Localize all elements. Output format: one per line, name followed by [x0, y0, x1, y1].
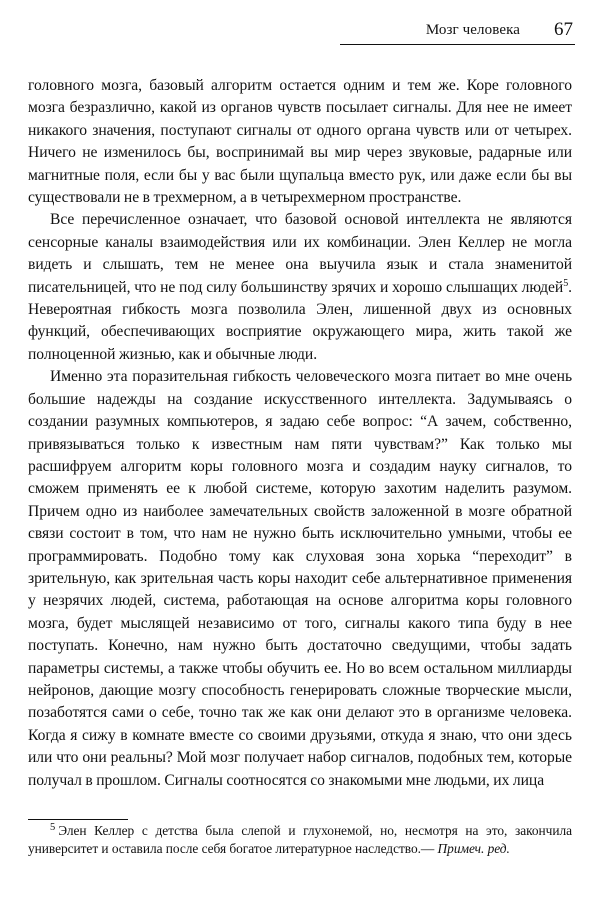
- running-header: [340, 20, 575, 45]
- paragraph-2-part-1: Все перечисленное означает, что базовой основой интеллекта не являются сенсорные каналы взаимодействия или их комбинации. Элен Келлер не могла видеть и слышать, тем не менее она выучила язык и стала знаменитой писательницей, что не под силу большинству зрячих и хорошо слышащих людей: [28, 211, 572, 296]
- paragraph-1: головного мозга, базовый алгоритм остается одним и тем же. Коре головного мозга безразлично, какой из органов чувств посылает сигналы. Для нее не имеет никакого значения, поступают сигналы от одного органа чувств или от четырех. Ничего не изменилось бы, воспринимай вы мир через звуковые, радарные или магнитные поля, если бы у вас были щупальца вместо рук, или даже если бы вы существовали не в трехмерном, а в четырехмерном пространстве.: [28, 77, 572, 207]
- footnote-divider: [28, 819, 128, 820]
- running-title: Мозг человека: [425, 22, 520, 38]
- footnote-text: Элен Келлер с детства была слепой и глухонемой, но, несмотря на это, закончила университет и оставила после себя богатое литературное наследство.: [28, 823, 572, 857]
- footnote-number: 5: [50, 821, 56, 833]
- paragraph-3: Именно эта поразительная гибкость человеческого мозга питает во мне очень большие надежды на создание искусственного интеллекта. Задумываясь о создании разумных компьютеров, я задаю себе вопрос: “А зачем, собственно, привязываться только к известным нам пяти чувствам?” Как только мы расшифруем алгоритм коры головного мозга и создадим науку сигналов, то сможем применять ее к любой системе, которую захотим наделить разумом. Причем одно из наиболее замечательных свойств заложенной в мозге обратной связи состоит в том, что нам не нужно быть исключительно умными, чтобы ее программировать. Подобно тому как слуховая зона хорька “переходит” в зрительную, как зрительная часть коры находит себе альтернативное применения у незрячих людей, система, работающая на основе алгоритма коры головного мозга, будет мыслящей независимо от того, сигналы какого типа буду в нее поступать. Конечно, нам нужно быть достаточно сведущими, чтобы задать параметры системы, а также чтобы обучить ее. Но во всем остальном миллиарды нейронов, дающие мозгу способность генерировать сложные творческие мысли, позаботятся сами о себе, точно так же как они делают это в организме человека. Когда я сижу в комнате вместе со своими друзьями, откуда я знаю, что они здесь или что они реальны? Мой мозг получает набор сигналов, подобных тем, которые получал в прошлом. Сигналы соотносятся со знакомыми мне людьми, их лица: [28, 368, 572, 789]
- footnote-5: [28, 822, 572, 859]
- paragraph-2: [28, 209, 572, 366]
- paragraph-2-part-2: . Невероятная гибкость мозга позволила Элен, лишенной двух из основных функций, обеспечивающих восприятие окружающего мира, жить такой же полноценной жизнью, как и обычные люди.: [28, 278, 572, 363]
- footnote-dash: —: [420, 841, 438, 857]
- footnote-reference-5[interactable]: 5: [563, 277, 569, 289]
- page-number: 67: [554, 19, 573, 40]
- body-text: [28, 75, 572, 792]
- footnote-editor-note: Примеч. ред.: [437, 841, 510, 857]
